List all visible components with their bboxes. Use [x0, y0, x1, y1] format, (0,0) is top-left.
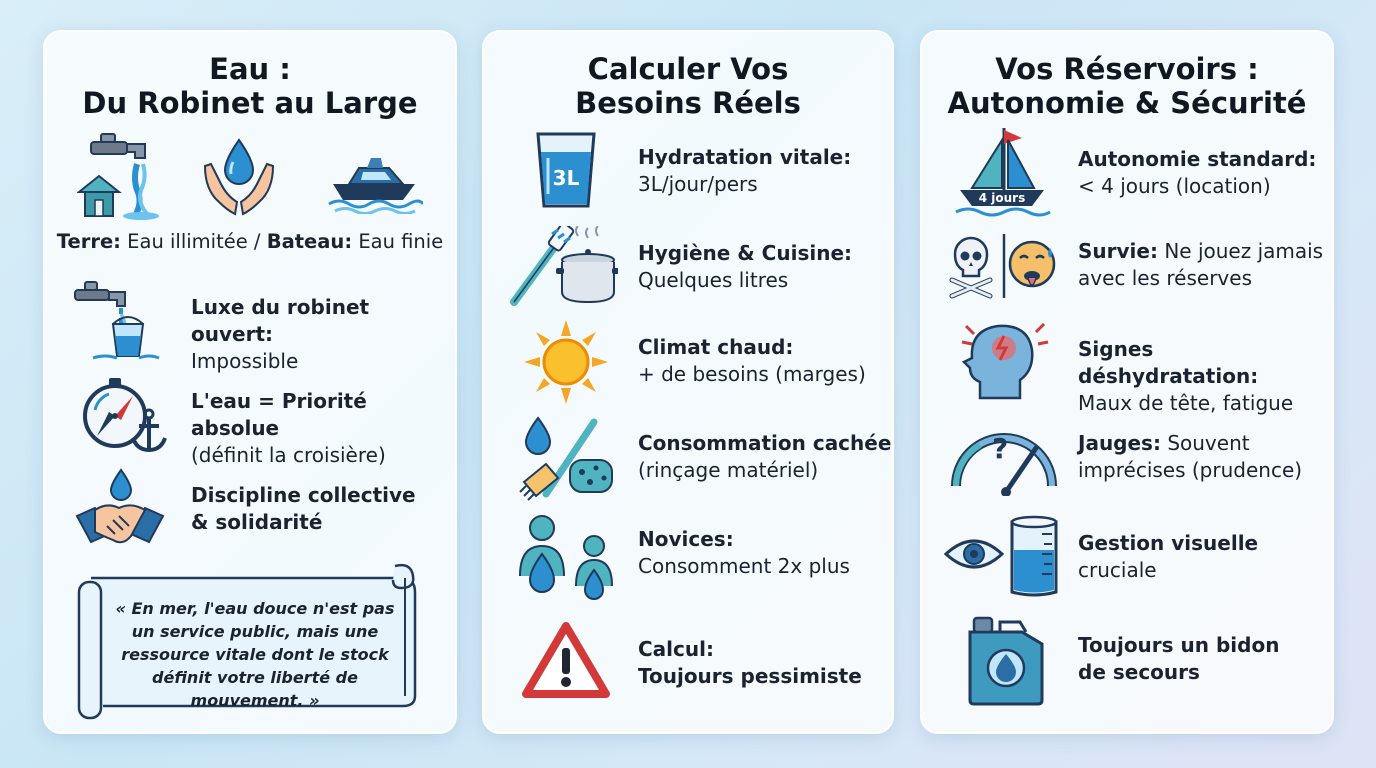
item-text: Autonomie standard: < 4 jours (location): [1078, 147, 1317, 198]
item-text: Jauges: Souvent imprécises (prudence): [1078, 431, 1303, 482]
boat-label: 4 jours: [978, 191, 1026, 205]
land-vs-boat-tagline: Terre: Eau illimitée / Bateau: Eau finie: [56, 230, 444, 253]
water-glass-icon: [534, 130, 598, 210]
gauge-icon: [946, 422, 1062, 496]
people-drops-icon: [516, 512, 616, 602]
skull-thirsty-face-icon: [944, 230, 1056, 302]
panel-title: Calculer Vos Besoins Réels: [575, 52, 801, 120]
question-mark-icon: ?: [992, 432, 1009, 465]
handshake-drop-icon: [75, 468, 165, 558]
item-text: L'eau = Priorité absolue (définit la croisière): [191, 389, 386, 467]
toothbrush-pot-icon: [508, 226, 618, 310]
item-text: Discipline collective & solidarité: [191, 483, 416, 534]
item-text: Hydratation vitale: 3L/jour/pers: [638, 145, 852, 196]
item-text: Luxe du robinet ouvert: Impossible: [191, 295, 370, 373]
item-text: Survie: Ne jouez jamais avec les réserves: [1078, 239, 1324, 290]
panel-title: Eau : Du Robinet au Large: [82, 52, 418, 120]
item-text: Gestion visuelle cruciale: [1078, 531, 1259, 582]
panel-title: Vos Réservoirs : Autonomie & Sécurité: [947, 52, 1307, 120]
item-text: Hygiène & Cuisine: Quelques litres: [638, 241, 853, 292]
brush-sponge-icon: [516, 416, 616, 502]
item-text: Novices: Consomment 2x plus: [638, 527, 850, 578]
panel-real-needs: [482, 30, 894, 734]
glass-label: 3L: [552, 166, 580, 190]
item-text: Signes déshydratation: Maux de tête, fatigue: [1078, 337, 1294, 415]
motor-yacht-icon: [327, 144, 423, 214]
eye-tank-icon: [944, 514, 1064, 598]
item-text: Toujours un bidon de secours: [1078, 633, 1280, 684]
jerrycan-icon: [966, 612, 1046, 706]
house-tap-icon: [77, 130, 169, 222]
tap-bucket-icon: [73, 280, 163, 364]
item-text: Climat chaud: + de besoins (marges): [638, 335, 866, 386]
hands-drop-icon: [201, 136, 277, 220]
panel-reservoirs: [920, 30, 1334, 734]
item-text: Consommation cachée (rinçage matériel): [638, 431, 892, 482]
item-text: Calcul: Toujours pessimiste: [638, 637, 862, 688]
sailboat-icon: [952, 126, 1052, 218]
warning-icon: [522, 620, 610, 700]
sun-icon: [524, 320, 608, 404]
headache-icon: [960, 318, 1052, 402]
quote-text: « En mer, l'eau douce n'est pas un service public, mais une ressource vitale dont le stock définit votre liberté de mouvement. »: [115, 599, 395, 710]
panel-tap-to-sea: [43, 30, 457, 734]
compass-anchor-icon: [79, 374, 169, 458]
